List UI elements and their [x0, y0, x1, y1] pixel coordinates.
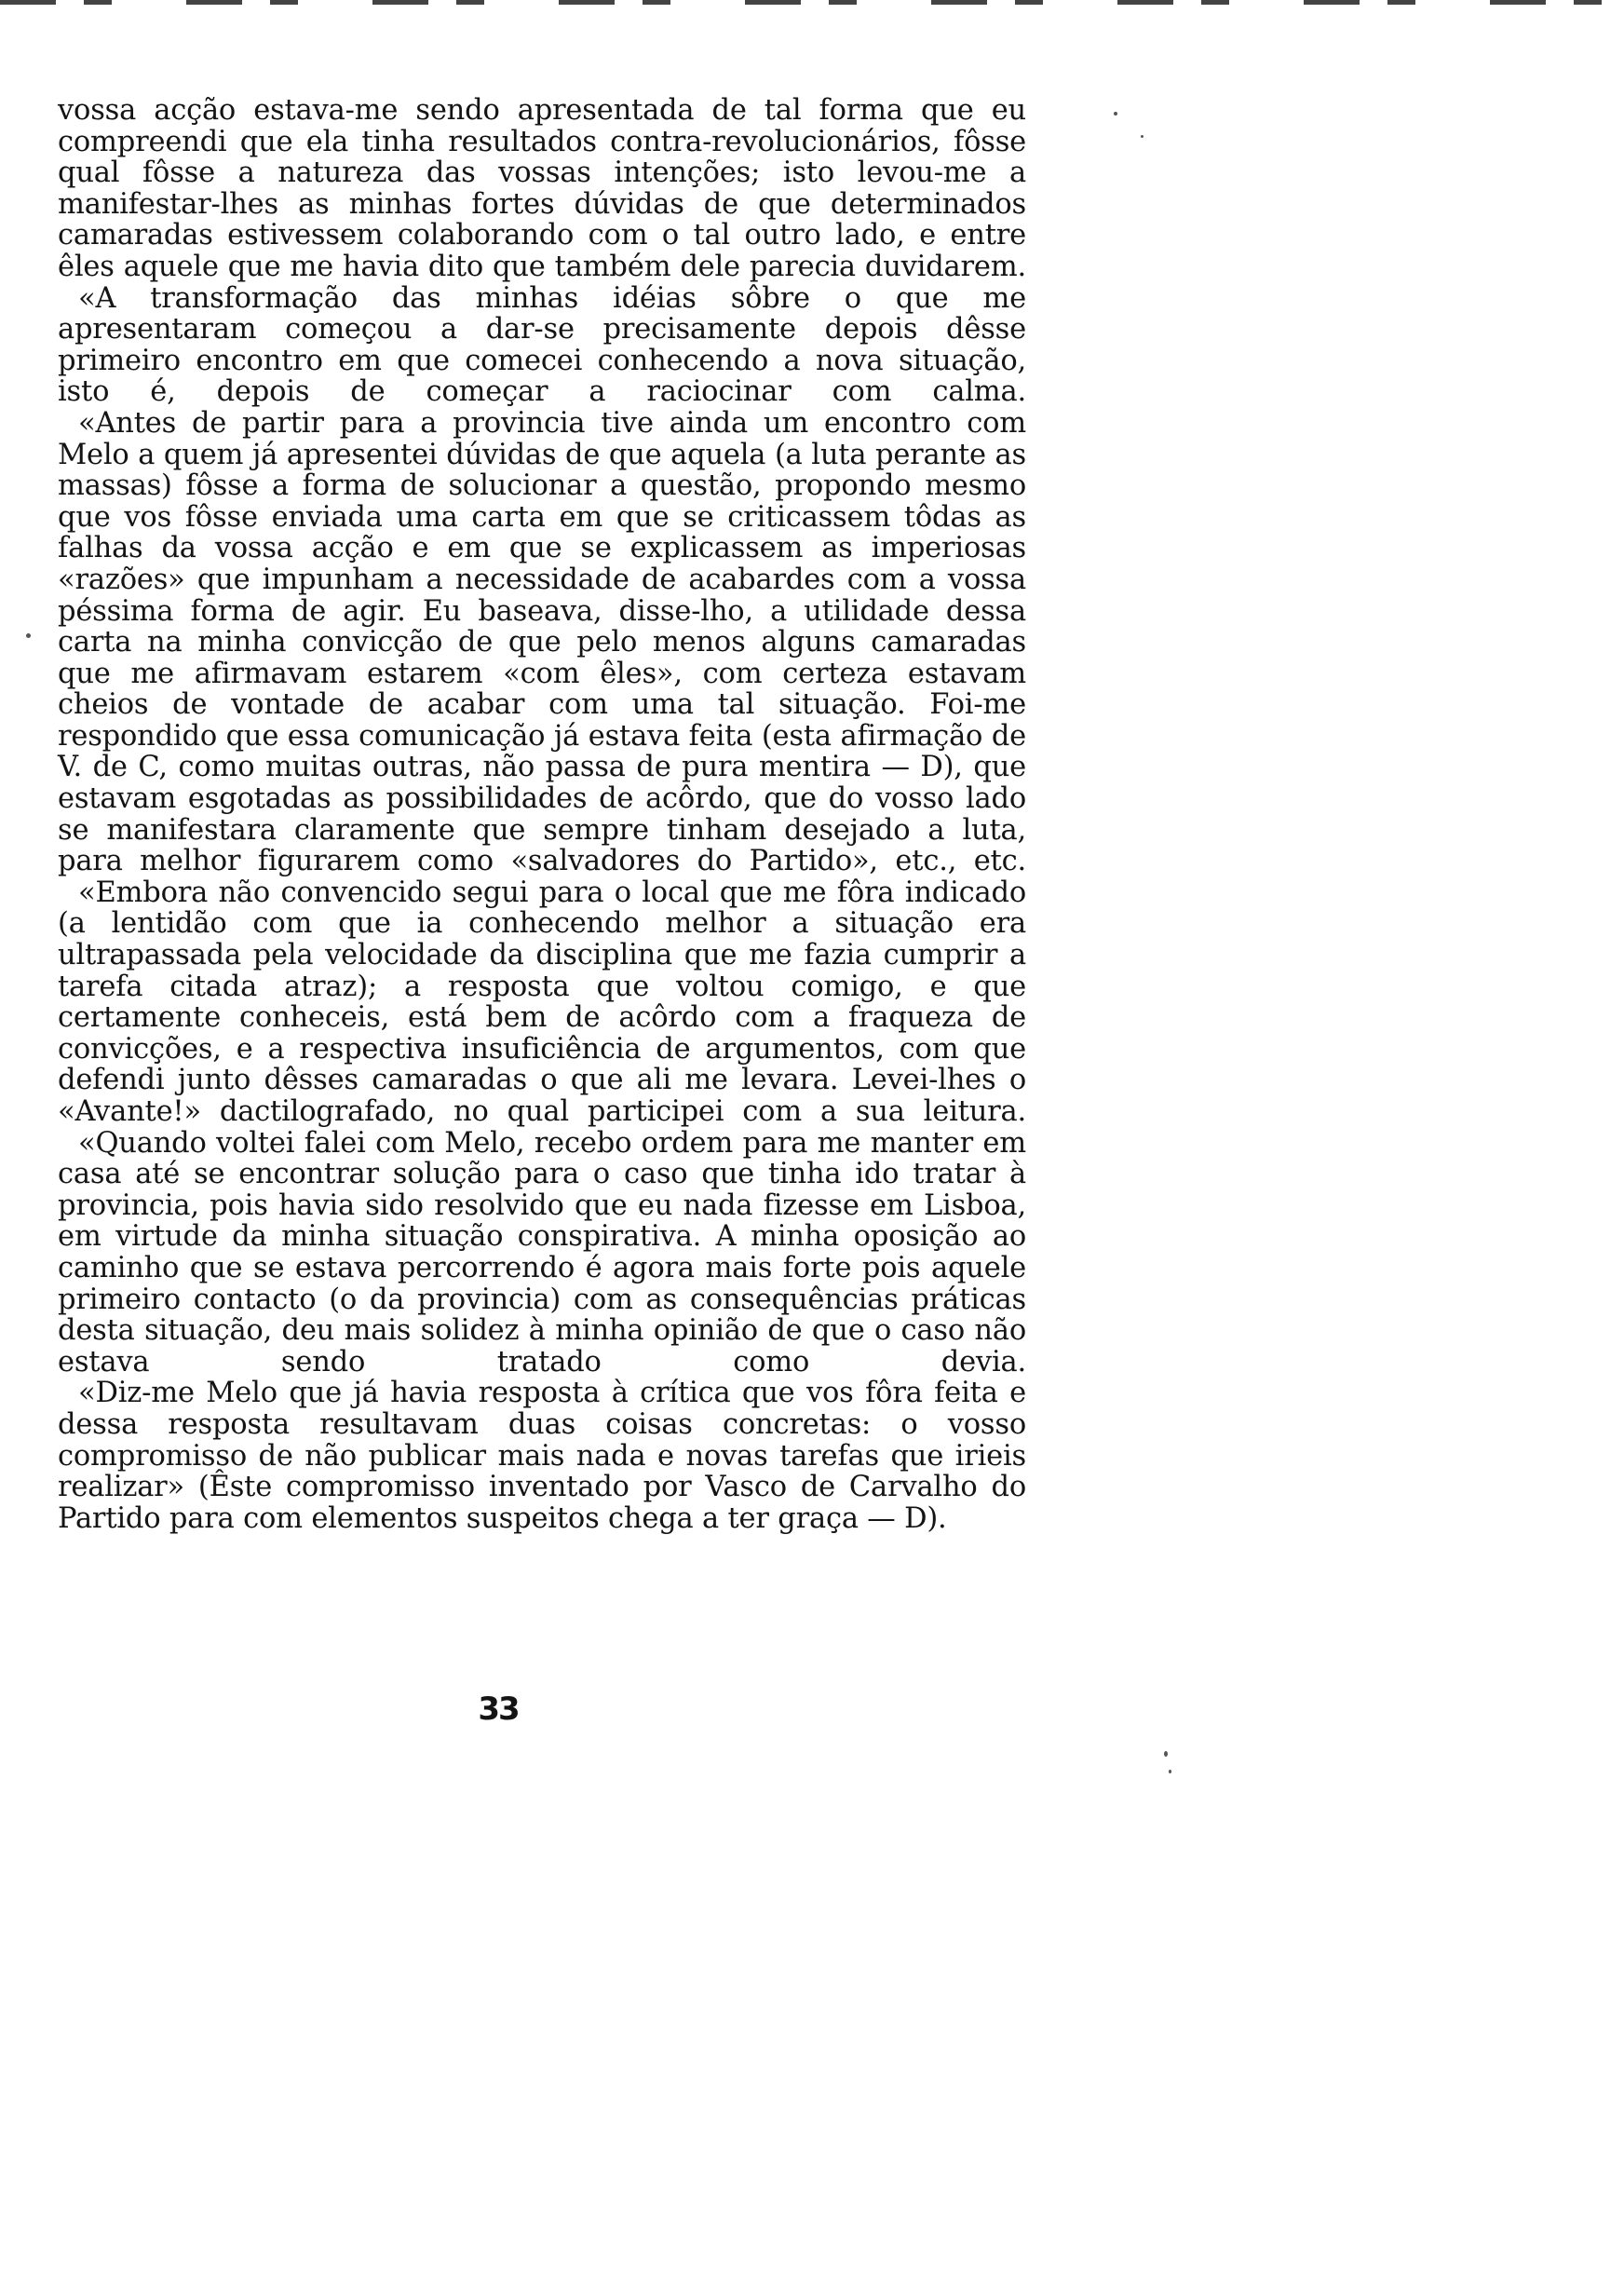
- print-speck: [26, 633, 31, 638]
- page-edge-rule: [0, 0, 1624, 5]
- print-speck: [1164, 1751, 1168, 1757]
- paragraph-4: «Embora não convencido segui para o local que me fôra indicado (a lentidão com que ia conhecendo melhor a situação era ultrapassada pela velocidade da disciplina que me fazia cumprir a tarefa citada atraz); a resposta que voltou comigo, e que certamente conheceis, está bem de acôrdo com a fraqueza de convicções, e a respectiva insuficiência de argumentos, com que defendi junto dêsses camaradas o que ali me levara. Levei-lhes o «Avante!» dactilografado, no qual participei com a sua leitura.: [58, 876, 1026, 1128]
- paragraph-2: «A transformação das minhas idéias sôbre o que me apresentaram começou a dar-se precisamente depois dêsse primeiro encontro em que comecei conhecendo a nova situação, isto é, depois de começar a raciocinar com calma.: [58, 281, 1026, 409]
- print-speck: [1169, 1770, 1171, 1773]
- paragraph-3: «Antes de partir para a provincia tive ainda um encontro com Melo a quem já apresentei dúvidas de que aquela (a luta perante as massas) fôsse a forma de solucionar a questão, propondo mesmo que vos fôsse enviada uma carta em que se criticassem tôdas as falhas da vossa acção e em que se explicassem as imperiosas «razões» que impunham a necessidade de acabardes com a vossa péssima forma de agir. Eu baseava, disse-lho, a utilidade dessa carta na minha convicção de que pelo menos alguns camaradas que me afirmavam estarem «com êles», com certeza estavam cheios de vontade de acabar com uma tal situação. Foi-me respondido que essa comunicação já estava feita (esta afirmação de V. de C, como muitas outras, não passa de pura mentira — D), que estavam esgotadas as possibilidades de acôrdo, que do vosso lado se manifestara claramente que sempre tinham desejado a luta, para melhor figurarem como «salvadores do Partido», etc., etc.: [58, 406, 1026, 878]
- page-number: 33: [478, 1691, 519, 1728]
- print-speck: [1114, 112, 1117, 115]
- paragraph-6: «Diz-me Melo que já havia resposta à crítica que vos fôra feita e dessa resposta resultavam duas coisas concretas: o vosso compromisso de não publicar mais nada e novas tarefas que irieis realizar» (Êste compromisso inventado por Vasco de Carvalho do Partido para com elementos suspeitos chega a ter graça — D).: [58, 1377, 1026, 1535]
- paragraph-1: vossa acção estava-me sendo apresentada de tal forma que eu compreendi que ela tinha resultados contra-revolucionários, fôsse qual fôsse a natureza das vossas intenções; isto levou-me a manifestar-lhes as minhas fortes dúvidas de que determinados camaradas estivessem colaborando com o tal outro lado, e entre êles aquele que me havia dito que também dele parecia duvidarem.: [58, 94, 1026, 283]
- paragraph-5: «Quando voltei falei com Melo, recebo ordem para me manter em casa até se encontrar solução para o caso que tinha ido tratar à provincia, pois havia sido resolvido que eu nada fizesse em Lisboa, em virtude da minha situação conspirativa. A minha oposição ao caminho que se estava percorrendo é agora mais forte pois aquele primeiro contacto (o da provincia) com as consequências práticas desta situação, deu mais solidez à minha opinião de que o caso não estava sendo tratado como devia.: [58, 1126, 1026, 1378]
- body-text: [58, 95, 1026, 1534]
- print-speck: [1141, 135, 1144, 138]
